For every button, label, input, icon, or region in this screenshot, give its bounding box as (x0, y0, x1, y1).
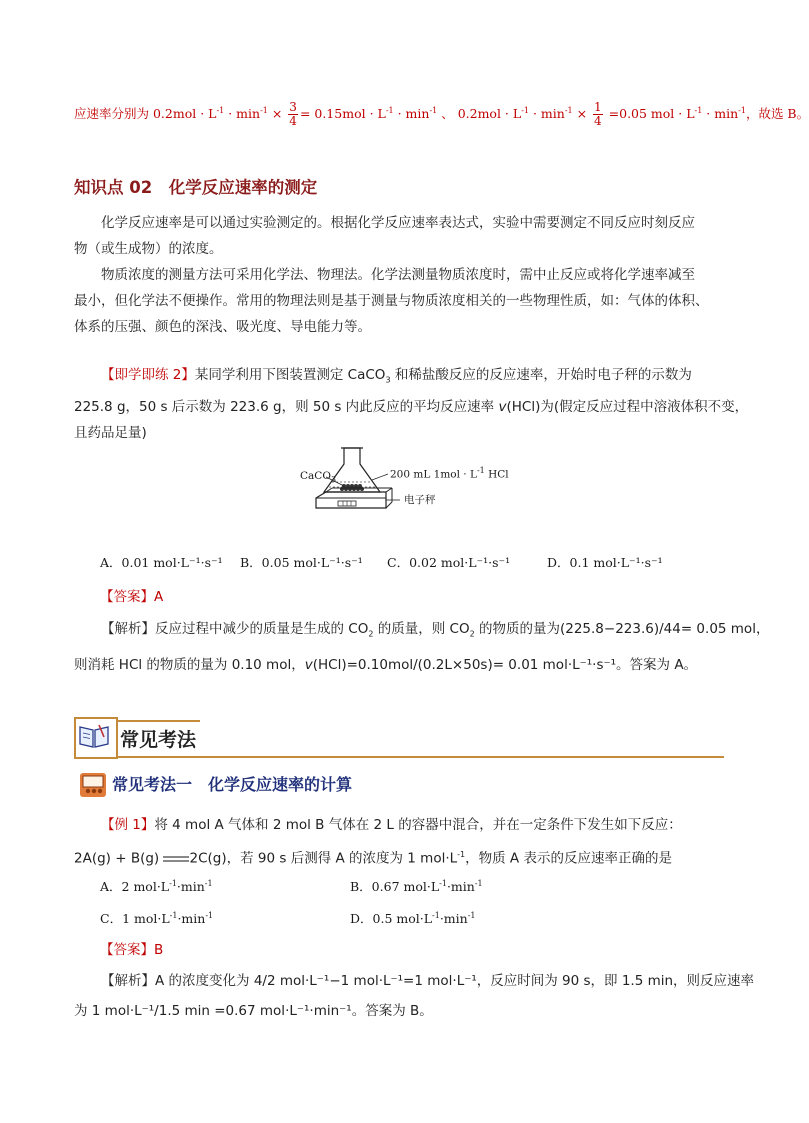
practice-2-block (74, 364, 749, 444)
option-c[interactable]: C．0.02 mol·L⁻¹·s⁻¹ (387, 555, 511, 570)
fraction-1-4: $\frac{1}{4}$ (594, 100, 602, 129)
example-1-block: 【例 1】将 4 mol A 气体和 2 mol B 气体在 2 L 的容器中混合，并在一定条件下发生如下反应： 2A(g) + B(g) 2C(g)，若 90 s 后测得 A 的浓度为 1 $mol\cdot L^{-1}$，物质 A 表示的反应速率正确的是 (74, 817, 682, 867)
option-b[interactable]: B．0.05 mol·L⁻¹·s⁻¹ (240, 555, 363, 570)
example-tag: 【例 1】 (101, 817, 155, 833)
label-caco3: CaCO$_3$ (300, 470, 337, 485)
ex1-option-d[interactable]: D．0.5 $mol\cdot L^{-1}\cdot\min^{-1}$ (350, 910, 476, 926)
para2-line1: 物质浓度的测量方法可采用化学法、物理法。化学法测量物质浓度时，需中止反应或将化学速率减至 (101, 267, 695, 283)
para1-line1: 化学反应速率是可以通过实验测定的。根据化学反应速率表达式，实验中需要测定不同反应时刻反应 (101, 215, 695, 231)
method1-heading-row (80, 771, 480, 801)
ex1-option-b[interactable]: B．0.67 $mol\cdot L^{-1}\cdot\min^{-1}$ (350, 878, 483, 894)
top-answer-line: 应速率分别为 $0.2mol \cdot L^{-1} \cdot \min^{-1}$ × $\frac{3}{4}$ = $0.15mol \cdot L^{-1} \cdot \min^{-1}$ 、 $0.2mol \cdot L^{-1} \cdot \min^{-1}$ × $\frac{1}{4}$ =0.05 mol · $L^{-1} \cdot \min^{-1}$，故选 B。 (74, 100, 809, 129)
section-heading-knowledge-02: 知识点 02 化学反应速率的测定 (74, 178, 318, 197)
example1-options (100, 877, 740, 937)
example1-answer: 【答案】B (100, 942, 164, 958)
ex1-option-a[interactable]: A．2 $mol\cdot L^{-1}\cdot\min^{-1}$ (100, 878, 213, 894)
banner-title: 常见考法 (120, 729, 197, 751)
reversible-arrow-icon (163, 856, 189, 862)
teacher-icon (80, 773, 106, 797)
practice2-line3: 且药品足量) (74, 424, 147, 441)
practice-tag: 【即学即练 2】 (101, 367, 195, 383)
label-hcl-solution: 200 mL $1mol \cdot L^{-1}$ HCl (390, 466, 509, 481)
banner-top-rule (118, 720, 200, 722)
apparatus-figure (296, 442, 509, 522)
ex1-option-c[interactable]: C．1 $mol\cdot L^{-1}\cdot\min^{-1}$ (100, 910, 214, 926)
section2-paragraphs (74, 212, 734, 338)
practice2-analysis: 【解析】反应过程中减少的质量是生成的 $CO_2$ 的质量，则 $CO_2$ 的物质的量为(225.8−223.6)/44= 0.05 mol， 则消耗 HCl 的物质的量为 0.10 mol，v(HCl)=0.10mol/(0.2L×50s)= 0.01 mol·L⁻¹·s⁻¹。答案为 A。 (74, 621, 770, 673)
practice2-line1: 【即学即练 2】某同学利用下图装置测定 CaCO$_3$ 和稀盐酸反应的反应速率，开始时电子秤的示数为 (101, 367, 692, 385)
option-d[interactable]: D．0.1 mol·L⁻¹·s⁻¹ (547, 555, 663, 570)
para2-line3: 体系的压强、颜色的深浅、吸光度、导电能力等。 (74, 319, 371, 335)
practice2-answer: 【答案】A (100, 589, 164, 605)
practice2-options (100, 553, 740, 575)
label-electronic-scale: 电子秤 (404, 494, 436, 506)
banner-bottom-rule (118, 756, 724, 758)
practice2-line2: 225.8 g，50 s 后示数为 223.6 g，则 50 s 内此反应的平均反应速率 v(HCl)为(假定反应过程中溶液体积不变， (74, 398, 749, 415)
method1-heading: 常见考法一 化学反应速率的计算 (112, 775, 353, 794)
para1-line2: 物（或生成物）的浓度。 (74, 241, 223, 257)
option-a[interactable]: A．0.01 mol·L⁻¹·s⁻¹ (100, 555, 223, 570)
fraction-3-4: $\frac{3}{4}$ (289, 100, 297, 129)
para2-line2: 最小，但化学法不便操作。常用的物理法则是基于测量与物质浓度相关的一些物理性质，如：气体的体积、 (74, 293, 709, 309)
book-icon (74, 717, 118, 759)
section-banner (74, 715, 724, 759)
example1-analysis: 【解析】A 的浓度变化为 4/2 mol·L⁻¹−1 mol·L⁻¹=1 mol·L⁻¹，反应时间为 90 s，即 1.5 min，则反应速率 为 1 mol·L⁻¹/1.5 min =0.67 mol·L⁻¹·min⁻¹。答案为 B。 (74, 973, 755, 1019)
